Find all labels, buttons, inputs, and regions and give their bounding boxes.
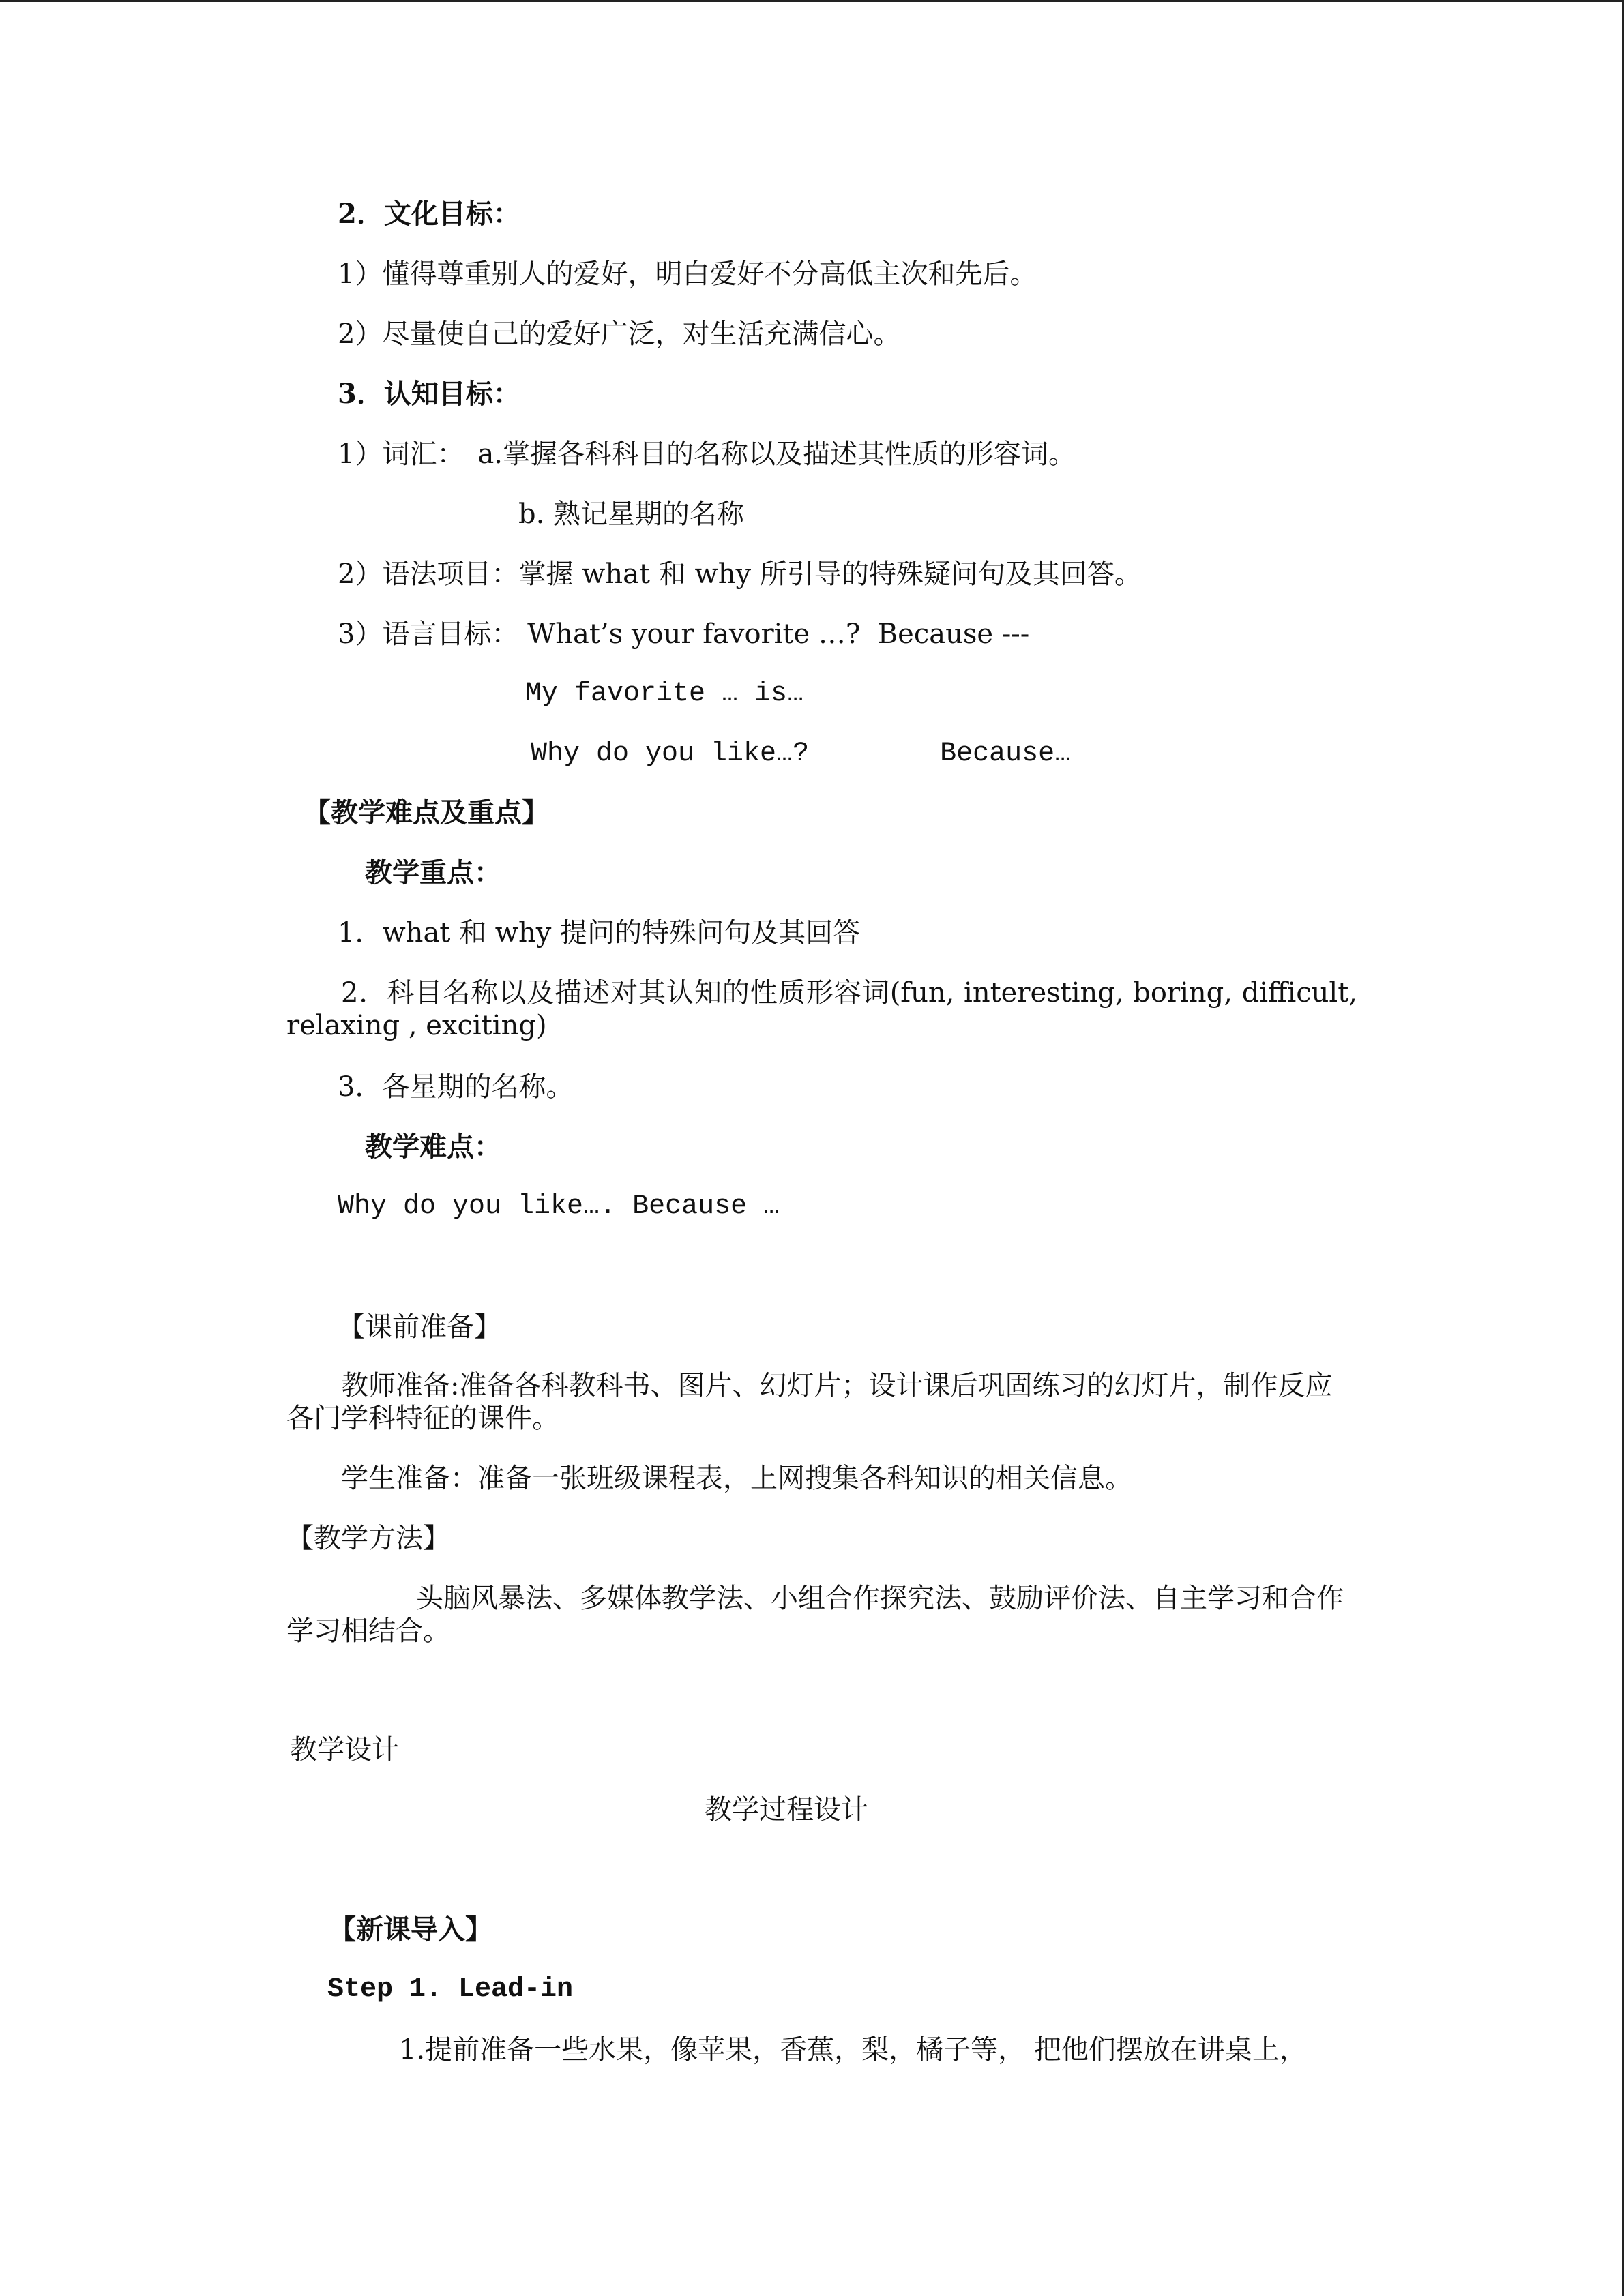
- teaching-method-heading: 【教学方法】: [286, 1523, 450, 1554]
- culture-objective-item: 1）懂得尊重别人的爱好，明白爱好不分高低主次和先后。: [338, 258, 1037, 290]
- key-point-item: 3．各星期的名称。: [338, 1071, 574, 1103]
- key-point-item: 2．科目名称以及描述对其认知的性质形容词(fun, interesting, boring, difficult, relaxing , exciting): [286, 977, 1357, 1041]
- teacher-preparation: 教师准备:准备各科教科书、图片、幻灯片；设计课后巩固练习的幻灯片，制作反应各门学科特征的课件。: [286, 1370, 1333, 1434]
- language-goal-line: 3）语言目标： What’s your favorite …? Because ---: [338, 618, 1030, 650]
- culture-objective-item: 2）尽量使自己的爱好广泛，对生活充满信心。: [338, 318, 901, 350]
- page-border-top: [0, 0, 1624, 2]
- teaching-method-text: 头脑风暴法、多媒体教学法、小组合作探究法、鼓励评价法、自主学习和合作学习相结合。: [286, 1583, 1344, 1647]
- vocabulary-item-a: 1）词汇： a.掌握各科科目的名称以及描述其性质的形容词。: [338, 438, 1076, 470]
- language-goal-line: My favorite … is…: [525, 679, 804, 709]
- difficult-point-text: Why do you like…. Because …: [338, 1191, 780, 1222]
- culture-objectives-heading: 2．文化目标：: [338, 198, 520, 230]
- preparation-heading: 【课前准备】: [338, 1311, 501, 1343]
- difficult-points-heading: 教学难点：: [365, 1131, 501, 1163]
- student-preparation: 学生准备：准备一张班级课程表，上网搜集各科知识的相关信息。: [341, 1463, 1132, 1494]
- key-point-item: 1．what 和 why 提问的特殊问句及其回答: [338, 917, 861, 949]
- vocabulary-item-b: b. 熟记星期的名称: [518, 498, 745, 530]
- key-difficult-heading: 【教学难点及重点】: [304, 796, 549, 829]
- process-design-title: 教学过程设计: [705, 1794, 868, 1825]
- language-goal-line: Why do you like…? Because…: [531, 739, 1072, 769]
- lead-in-item: 1.提前准备一些水果，像苹果，香蕉，梨，橘子等， 把他们摆放在讲桌上，: [399, 2034, 1307, 2066]
- cognitive-objectives-heading: 3．认知目标：: [338, 378, 520, 410]
- teaching-design-label: 教学设计: [290, 1734, 399, 1765]
- key-points-heading: 教学重点：: [365, 856, 501, 889]
- step-1-heading: Step 1. Lead-in: [327, 1974, 574, 2005]
- new-lesson-heading: 【新课导入】: [329, 1913, 492, 1945]
- grammar-item: 2）语法项目：掌握 what 和 why 所引导的特殊疑问句及其回答。: [338, 558, 1142, 590]
